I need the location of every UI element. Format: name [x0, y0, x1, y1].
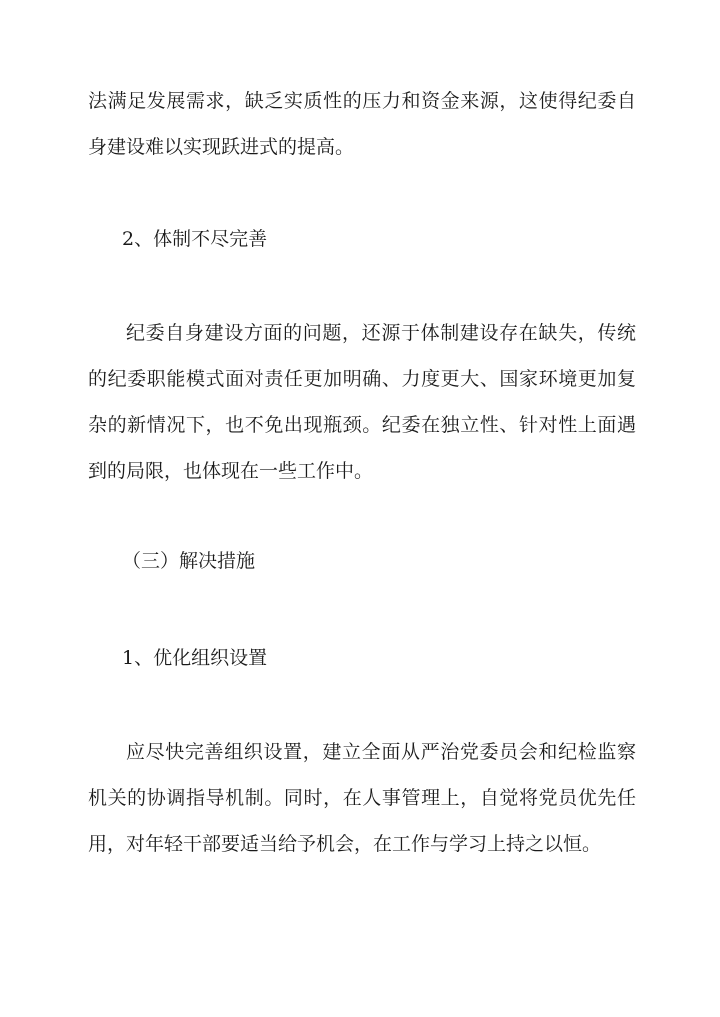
paragraph-system-issues: 纪委自身建设方面的问题，还源于体制建设存在缺失，传统的纪委职能模式面对责任更加明确、力度更大、国家环境更加复杂的新情况下，也不免出现瓶颈。纪委在独立性、针对性上面遇到的局限，也体现在一些工作中。 — [88, 322, 636, 482]
paragraph-organization-measures: 应尽快完善组织设置，建立全面从严治党委员会和纪检监察机关的协调指导机制。同时，在人事管理上，自觉将党员优先任用，对年轻干部要适当给予机会，在工作与学习上持之以恒。 — [88, 741, 636, 855]
section-heading-optimize-organization: 1、优化组织设置 — [122, 647, 268, 669]
section-heading-solutions: （三）解决措施 — [122, 550, 256, 572]
paragraph-continuation: 法满足发展需求，缺乏实质性的压力和资金来源，这使得纪委自身建设难以实现跃进式的提高。 — [88, 90, 636, 158]
section-heading-system: 2、体制不尽完善 — [122, 228, 268, 250]
